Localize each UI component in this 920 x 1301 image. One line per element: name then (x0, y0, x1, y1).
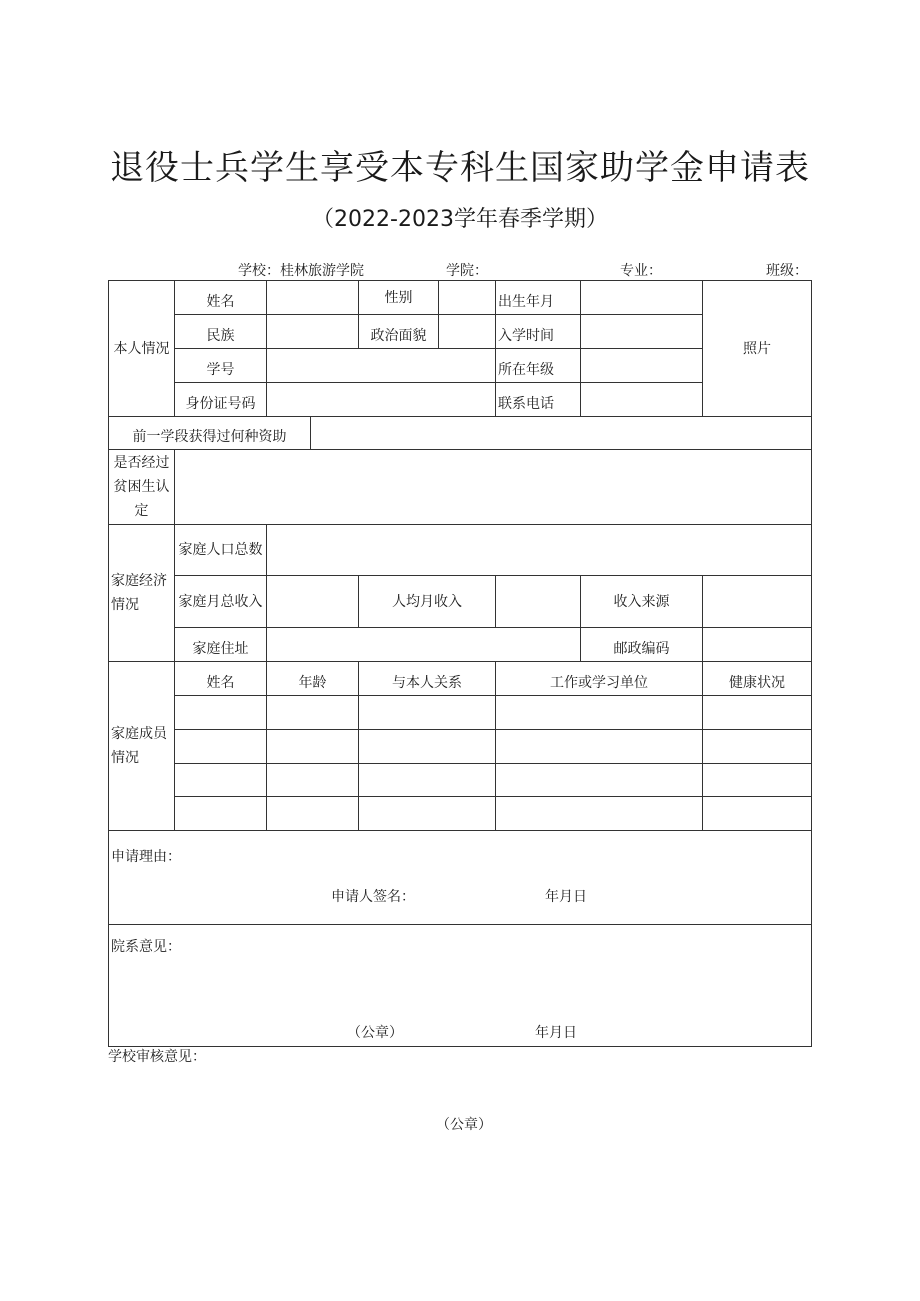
poverty-label: 是否经过贫困生认定 (109, 450, 175, 525)
member-relation-field[interactable] (359, 730, 496, 764)
department-opinion-label: 院系意见： (111, 939, 181, 955)
class-label: 班级： (766, 263, 808, 279)
income-source-label: 收入来源 (581, 576, 703, 628)
reason-label: 申请理由： (111, 849, 181, 865)
reason-cell[interactable] (109, 831, 812, 925)
student-id-field[interactable] (267, 349, 496, 383)
ethnicity-label: 民族 (175, 315, 267, 349)
enrollment-field[interactable] (581, 315, 703, 349)
poverty-field[interactable] (175, 450, 812, 525)
member-workplace-field[interactable] (496, 764, 703, 797)
name-field[interactable] (267, 281, 359, 315)
name-label: 姓名 (175, 281, 267, 315)
department-date-label: 年月日 (535, 1025, 577, 1041)
department-opinion-cell[interactable] (109, 925, 812, 1047)
applicant-date-label: 年月日 (545, 889, 587, 905)
school-seal-label: （公章） (436, 1117, 492, 1133)
gender-field[interactable] (439, 281, 496, 315)
application-form-table (108, 280, 812, 1047)
political-label: 政治面貌 (359, 315, 439, 349)
major-label: 专业： (620, 263, 662, 279)
income-source-field[interactable] (703, 576, 812, 628)
member-header-health: 健康状况 (703, 662, 812, 696)
member-name-field[interactable] (175, 797, 267, 831)
member-age-field[interactable] (267, 797, 359, 831)
monthly-income-label: 家庭月总收入 (175, 576, 267, 628)
birth-field[interactable] (581, 281, 703, 315)
political-field[interactable] (439, 315, 496, 349)
member-header-name: 姓名 (175, 662, 267, 696)
member-health-field[interactable] (703, 764, 812, 797)
form-title: 退役士兵学生享受本专科生国家助学金申请表 (110, 148, 810, 188)
college-label: 学院： (446, 263, 488, 279)
enrollment-label: 入学时间 (496, 315, 581, 349)
gender-label: 性别 (359, 281, 439, 315)
prior-aid-field[interactable] (311, 417, 812, 450)
economy-section-label: 家庭经济情况 (109, 525, 175, 662)
address-field[interactable] (267, 628, 581, 662)
member-age-field[interactable] (267, 730, 359, 764)
id-number-label: 身份证号码 (175, 383, 267, 417)
birth-label: 出生年月 (496, 281, 581, 315)
per-capita-label: 人均月收入 (359, 576, 496, 628)
member-health-field[interactable] (703, 696, 812, 730)
form-subtitle: （2022-2023学年春季学期） (312, 207, 608, 232)
photo-box[interactable]: 照片 (703, 281, 812, 417)
population-field[interactable] (267, 525, 812, 576)
member-age-field[interactable] (267, 696, 359, 730)
postcode-label: 邮政编码 (581, 628, 703, 662)
member-relation-field[interactable] (359, 797, 496, 831)
member-row (109, 696, 812, 730)
prior-aid-label: 前一学段获得过何种资助 (109, 417, 311, 450)
applicant-signature-label: 申请人签名： (331, 889, 415, 905)
member-row (109, 730, 812, 764)
phone-field[interactable] (581, 383, 703, 417)
member-name-field[interactable] (175, 764, 267, 797)
members-section-label: 家庭成员情况 (109, 662, 175, 831)
phone-label: 联系电话 (496, 383, 581, 417)
monthly-income-field[interactable] (267, 576, 359, 628)
grade-field[interactable] (581, 349, 703, 383)
member-relation-field[interactable] (359, 764, 496, 797)
school-review-label: 学校审核意见： (108, 1049, 206, 1065)
member-header-relation: 与本人关系 (359, 662, 496, 696)
postcode-field[interactable] (703, 628, 812, 662)
member-row (109, 797, 812, 831)
member-workplace-field[interactable] (496, 696, 703, 730)
grade-label: 所在年级 (496, 349, 581, 383)
address-label: 家庭住址 (175, 628, 267, 662)
member-relation-field[interactable] (359, 696, 496, 730)
member-name-field[interactable] (175, 730, 267, 764)
ethnicity-field[interactable] (267, 315, 359, 349)
population-label: 家庭人口总数 (175, 525, 267, 576)
department-seal-label: （公章） (347, 1025, 403, 1041)
member-name-field[interactable] (175, 696, 267, 730)
member-health-field[interactable] (703, 730, 812, 764)
member-health-field[interactable] (703, 797, 812, 831)
member-age-field[interactable] (267, 764, 359, 797)
id-number-field[interactable] (267, 383, 496, 417)
member-row (109, 764, 812, 797)
member-header-workplace: 工作或学习单位 (496, 662, 703, 696)
member-workplace-field[interactable] (496, 797, 703, 831)
student-id-label: 学号 (175, 349, 267, 383)
school-label: 学校：桂林旅游学院 (238, 263, 364, 279)
member-header-age: 年龄 (267, 662, 359, 696)
personal-section-label: 本人情况 (109, 281, 175, 417)
member-workplace-field[interactable] (496, 730, 703, 764)
per-capita-field[interactable] (496, 576, 581, 628)
